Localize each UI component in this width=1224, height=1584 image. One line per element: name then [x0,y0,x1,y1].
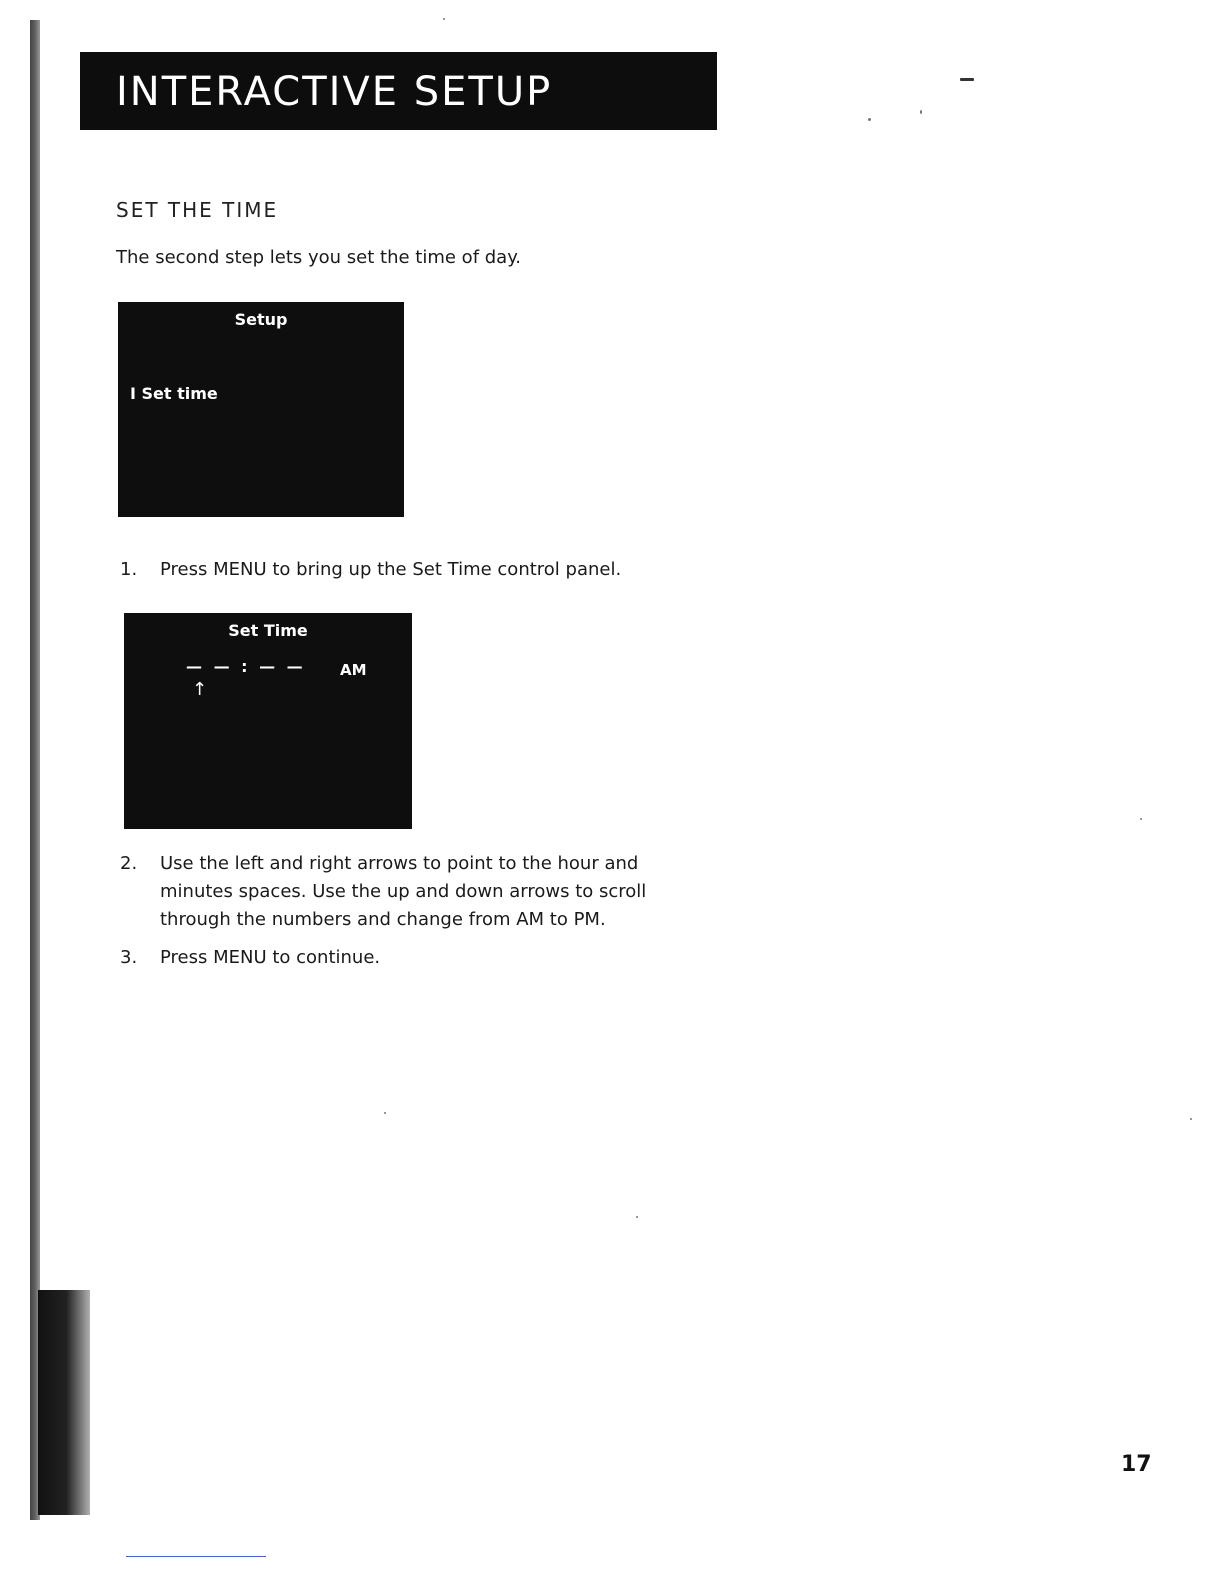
setup-menu-screen [118,302,404,517]
am-pm-indicator: AM [340,661,367,679]
step-number: 2. [120,853,138,874]
step-number: 1. [120,559,138,580]
step-text-line: through the numbers and change from AM to PM. [160,909,606,930]
step-text-line: Use the left and right arrows to point to the hour and [160,853,639,874]
scan-speck [636,1216,638,1218]
scan-speck [443,18,445,20]
set-time-panel-screen [124,613,412,829]
step-text: Press MENU to continue. [160,947,381,968]
up-arrow-icon: ↑ [192,679,208,700]
set-time-panel-title: Set Time [228,621,308,640]
step-text: Press MENU to bring up the Set Time control panel. [160,559,622,580]
scan-speck [1140,818,1142,820]
step-text-line: minutes spaces. Use the up and down arrows to scroll [160,881,647,902]
section-heading: SET THE TIME [116,198,279,222]
scan-speck [960,78,974,81]
time-entry-field: — — : — — [186,657,306,676]
scan-speck [384,1112,386,1114]
step-number: 3. [120,947,138,968]
title-bar [80,52,717,130]
page-number: 17 [1121,1452,1152,1477]
set-time-menu-item: I Set time [130,384,218,403]
scan-speck [920,110,922,114]
scan-speck [868,118,871,121]
setup-menu-title: Setup [234,310,288,329]
intro-paragraph: The second step lets you set the time of day. [116,247,522,268]
binding-shadow [38,1290,90,1515]
scan-speck [1190,1118,1192,1120]
footer-rule [126,1556,266,1557]
page-title: INTERACTIVE SETUP [116,69,553,115]
